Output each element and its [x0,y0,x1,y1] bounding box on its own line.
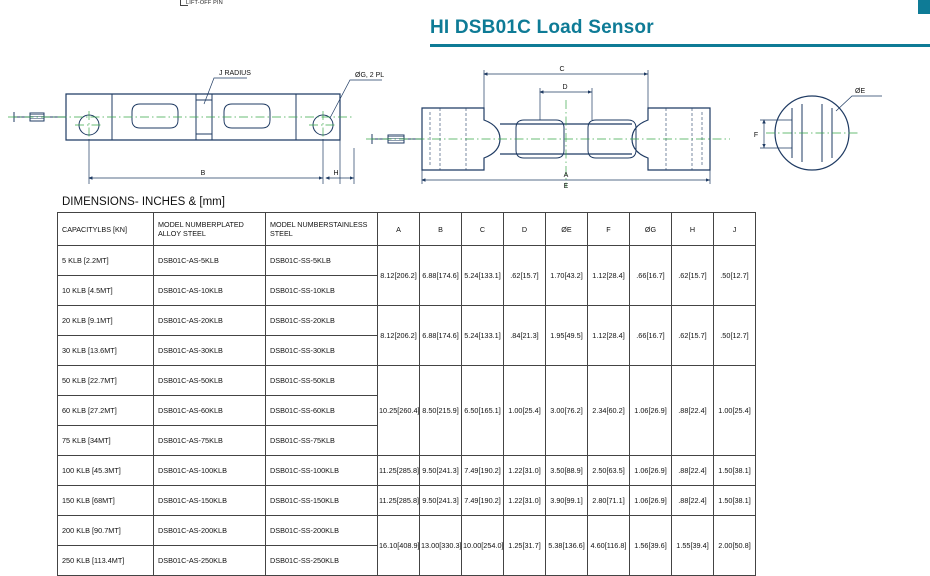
cell-dim-oe: 1.70[43.2] [546,246,588,306]
table-header-row [58,213,756,246]
column-header-d: D [504,213,546,246]
label-a: A [563,172,569,179]
cell-dim-c: 7.49[190.2] [462,486,504,516]
cell-plated: DSB01C-AS-20KLB [154,306,266,336]
label-og-2pl: ØG, 2 PL [355,72,385,79]
lift-off-pin-label: LIFT-OFF PIN [186,0,223,6]
cell-stainless: DSB01C-SS-60KLB [266,396,378,426]
label-e: E [563,183,569,190]
cell-dim-c: 7.49[190.2] [462,456,504,486]
table-row [58,516,756,546]
cell-stainless: DSB01C-SS-30KLB [266,336,378,366]
cell-dim-h: .88[22.4] [672,366,714,456]
cell-plated: DSB01C-AS-150KLB [154,486,266,516]
cell-dim-j: .50[12.7] [714,246,756,306]
cell-dim-oe: 3.90[99.1] [546,486,588,516]
cell-dim-d: 1.22[31.0] [504,456,546,486]
cell-dim-d: .84[21.3] [504,306,546,366]
cell-dim-j: 1.50[38.1] [714,486,756,516]
cell-dim-c: 6.50[165.1] [462,366,504,456]
table-row [58,486,756,516]
cell-stainless: DSB01C-SS-100KLB [266,456,378,486]
label-j-radius: J RADIUS [219,70,251,77]
cell-capacity: 10 KLB [4.5MT] [58,276,154,306]
cell-dim-oe: 1.95[49.5] [546,306,588,366]
dimensions-table-wrap [57,212,751,576]
table-body [58,246,756,576]
technical-drawings [0,8,930,193]
cell-dim-f: 1.12[28.4] [588,306,630,366]
cell-dim-og: 1.56[39.6] [630,516,672,576]
cell-capacity: 50 KLB [22.7MT] [58,366,154,396]
column-header-j: J [714,213,756,246]
table-row [58,366,756,396]
cell-dim-og: 1.06[26.9] [630,486,672,516]
cell-dim-oe: 5.38[136.6] [546,516,588,576]
cell-dim-f: 4.60[116.8] [588,516,630,576]
cell-stainless: DSB01C-SS-50KLB [266,366,378,396]
left-side-view [8,70,384,184]
cell-dim-b: 9.50[241.3] [420,456,462,486]
label-h: H [333,170,339,177]
cell-dim-j: 1.00[25.4] [714,366,756,456]
column-header-capacity: CAPACITYLBS [KN] [58,213,154,246]
page-title: HI DSB01C Load Sensor [430,17,654,38]
cell-stainless: DSB01C-SS-200KLB [266,516,378,546]
cell-stainless: DSB01C-SS-250KLB [266,546,378,576]
cell-dim-h: .62[15.7] [672,306,714,366]
dimensions-table [57,212,756,576]
cell-stainless: DSB01C-SS-10KLB [266,276,378,306]
cell-dim-b: 6.88[174.6] [420,246,462,306]
cell-plated: DSB01C-AS-100KLB [154,456,266,486]
column-header-a: A [378,213,420,246]
column-header-h: H [672,213,714,246]
dimensions-heading: DIMENSIONS- INCHES & [mm] [62,196,225,208]
cell-dim-d: 1.00[25.4] [504,366,546,456]
cell-dim-a: 16.10[408.9] [378,516,420,576]
cell-dim-f: 2.50[63.5] [588,456,630,486]
cell-capacity: 75 KLB [34MT] [58,426,154,456]
column-header-f: F [588,213,630,246]
cell-dim-a: 11.25[285.8] [378,456,420,486]
cell-dim-j: 1.50[38.1] [714,456,756,486]
table-row [58,456,756,486]
cell-dim-f: 1.12[28.4] [588,246,630,306]
cell-stainless: DSB01C-SS-5KLB [266,246,378,276]
cell-plated: DSB01C-AS-10KLB [154,276,266,306]
cell-dim-h: 1.55[39.4] [672,516,714,576]
cell-capacity: 20 KLB [9.1MT] [58,306,154,336]
cell-stainless: DSB01C-SS-150KLB [266,486,378,516]
cell-dim-h: .62[15.7] [672,246,714,306]
column-header-c: C [462,213,504,246]
cell-dim-b: 8.50[215.9] [420,366,462,456]
cell-dim-og: .66[16.7] [630,246,672,306]
cell-plated: DSB01C-AS-5KLB [154,246,266,276]
cell-dim-d: 1.25[31.7] [504,516,546,576]
cell-dim-h: .88[22.4] [672,486,714,516]
label-c: C [559,66,565,73]
cell-dim-a: 8.12[206.2] [378,306,420,366]
cell-dim-b: 6.88[174.6] [420,306,462,366]
table-header [58,213,756,246]
cell-dim-a: 11.25[285.8] [378,486,420,516]
cell-dim-d: 1.22[31.0] [504,486,546,516]
column-header--e: ØE [546,213,588,246]
column-header-model-number: MODEL NUMBERSTAINLESS STEEL [266,213,378,246]
cell-dim-d: .62[15.7] [504,246,546,306]
cell-plated: DSB01C-AS-30KLB [154,336,266,366]
cell-dim-f: 2.34[60.2] [588,366,630,456]
column-header--g: ØG [630,213,672,246]
cell-dim-a: 8.12[206.2] [378,246,420,306]
cell-dim-oe: 3.00[76.2] [546,366,588,456]
cell-dim-oe: 3.50[88.9] [546,456,588,486]
cell-dim-og: 1.06[26.9] [630,366,672,456]
cell-stainless: DSB01C-SS-20KLB [266,306,378,336]
cell-plated: DSB01C-AS-200KLB [154,516,266,546]
cell-capacity: 200 KLB [90.7MT] [58,516,154,546]
label-f: F [753,132,759,139]
cell-dim-a: 10.25[260.4] [378,366,420,456]
cell-capacity: 5 KLB [2.2MT] [58,246,154,276]
cell-dim-c: 5.24[133.1] [462,306,504,366]
cell-capacity: 100 KLB [45.3MT] [58,456,154,486]
cell-capacity: 150 KLB [68MT] [58,486,154,516]
cell-dim-og: .66[16.7] [630,306,672,366]
cell-dim-b: 9.50[241.3] [420,486,462,516]
middle-plan-view [366,66,730,190]
cell-plated: DSB01C-AS-50KLB [154,366,266,396]
column-header-b: B [420,213,462,246]
cell-dim-f: 2.80[71.1] [588,486,630,516]
right-end-view [754,88,882,170]
cell-dim-c: 10.00[254.0] [462,516,504,576]
cell-capacity: 250 KLB [113.4MT] [58,546,154,576]
label-d: D [562,84,568,91]
label-b: B [200,170,206,177]
cell-dim-c: 5.24[133.1] [462,246,504,306]
cell-capacity: 60 KLB [27.2MT] [58,396,154,426]
cell-plated: DSB01C-AS-60KLB [154,396,266,426]
table-row [58,306,756,336]
table-row [58,246,756,276]
label-oe: ØE [855,88,866,95]
cell-plated: DSB01C-AS-250KLB [154,546,266,576]
cell-plated: DSB01C-AS-75KLB [154,426,266,456]
cell-dim-og: 1.06[26.9] [630,456,672,486]
cell-stainless: DSB01C-SS-75KLB [266,426,378,456]
cell-dim-j: .50[12.7] [714,306,756,366]
cell-dim-j: 2.00[50.8] [714,516,756,576]
cell-dim-h: .88[22.4] [672,456,714,486]
column-header-model-number: MODEL NUMBERPLATED ALLOY STEEL [154,213,266,246]
cell-capacity: 30 KLB [13.6MT] [58,336,154,366]
cell-dim-b: 13.00[330.3] [420,516,462,576]
